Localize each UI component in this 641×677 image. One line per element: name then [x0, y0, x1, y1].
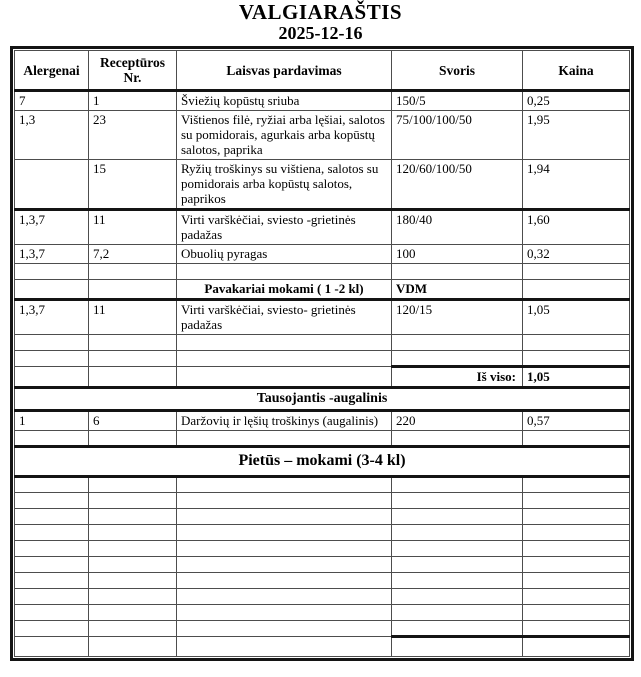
cell-kaina: [523, 493, 630, 509]
cell-pavadinimas: Vištienos filė, ryžiai arba lęšiai, salotos su pomidorais, agurkais arba kopūstų salotos, paprika: [177, 111, 392, 160]
table-row: [15, 210, 630, 245]
cell-recepturos-nr: [89, 525, 177, 541]
cell-recepturos-nr: [89, 351, 177, 367]
cell-recepturos-nr: 7,2: [89, 245, 177, 264]
cell-alergenai: 1: [15, 411, 89, 431]
cell-recepturos-nr: 6: [89, 411, 177, 431]
header-alergenai: Alergenai: [15, 51, 89, 91]
cell-alergenai: [15, 477, 89, 493]
cell-svoris: 120/60/100/50: [392, 160, 523, 210]
cell-pavadinimas: [177, 509, 392, 525]
cell-recepturos-nr: 23: [89, 111, 177, 160]
table-row: [15, 637, 630, 657]
cell-svoris: [392, 264, 523, 280]
cell-kaina: [523, 525, 630, 541]
cell-svoris: [392, 351, 523, 367]
cell-svoris: [392, 541, 523, 557]
cell-kaina: [523, 541, 630, 557]
cell-alergenai: [15, 525, 89, 541]
cell-svoris: [392, 477, 523, 493]
cell-alergenai: 1,3,7: [15, 300, 89, 335]
cell-kaina: [523, 509, 630, 525]
cell-pavadinimas: [177, 573, 392, 589]
cell-alergenai: [15, 509, 89, 525]
table-row: [15, 264, 630, 280]
cell-alergenai: [15, 605, 89, 621]
cell-recepturos-nr: [89, 541, 177, 557]
cell-recepturos-nr: [89, 335, 177, 351]
cell-pavadinimas: [177, 477, 392, 493]
cell-kaina: 0,32: [523, 245, 630, 264]
menu-table-frame: [10, 46, 634, 661]
table-row: [15, 111, 630, 160]
header-kaina: Kaina: [523, 51, 630, 91]
section-band-row: [15, 388, 630, 411]
table-row: [15, 477, 630, 493]
cell-kaina: 1,94: [523, 160, 630, 210]
cell-alergenai: [15, 264, 89, 280]
cell-svoris: 220: [392, 411, 523, 431]
cell-svoris: 120/15: [392, 300, 523, 335]
cell-kaina: [523, 477, 630, 493]
cell-svoris: VDM: [392, 280, 523, 300]
page-date: 2025-12-16: [278, 23, 363, 43]
cell-recepturos-nr: [89, 573, 177, 589]
cell-kaina: [523, 557, 630, 573]
table-row: [15, 431, 630, 447]
cell-alergenai: [15, 351, 89, 367]
cell-alergenai: [15, 335, 89, 351]
cell-recepturos-nr: 15: [89, 160, 177, 210]
cell-svoris: [392, 431, 523, 447]
cell-pavadinimas: [177, 493, 392, 509]
table-row: [15, 509, 630, 525]
cell-svoris: 180/40: [392, 210, 523, 245]
table-row: [15, 605, 630, 621]
cell-svoris: [392, 573, 523, 589]
cell-pavadinimas: Daržovių ir lęšių troškinys (augalinis): [177, 411, 392, 431]
table-row: [15, 573, 630, 589]
cell-svoris: [392, 335, 523, 351]
table-row: [15, 91, 630, 111]
cell-kaina: [523, 621, 630, 637]
subsection-title-cell: Pavakariai mokami ( 1 -2 kl): [177, 280, 392, 300]
table-row: [15, 367, 630, 388]
cell-pavadinimas: Virti varškėčiai, sviesto- grietinės padažas: [177, 300, 392, 335]
cell-pavadinimas: Obuolių pyragas: [177, 245, 392, 264]
cell-pavadinimas: [177, 605, 392, 621]
cell-pavadinimas: Ryžių troškinys su vištiena, salotos su pomidorais arba kopūstų salotos, paprikos: [177, 160, 392, 210]
cell-kaina: 0,57: [523, 411, 630, 431]
cell-alergenai: [15, 431, 89, 447]
section-title-cell: Pietūs – mokami (3-4 kl): [15, 447, 630, 477]
header-row: [15, 51, 630, 91]
cell-pavadinimas: [177, 557, 392, 573]
table-row: [15, 525, 630, 541]
cell-kaina: [523, 280, 630, 300]
cell-svoris: 75/100/100/50: [392, 111, 523, 160]
cell-pavadinimas: [177, 525, 392, 541]
cell-pavadinimas: Virti varškėčiai, sviesto -grietinės padažas: [177, 210, 392, 245]
cell-kaina: [523, 573, 630, 589]
cell-recepturos-nr: [89, 589, 177, 605]
cell-svoris: [392, 509, 523, 525]
total-value-cell: [523, 637, 630, 657]
cell-recepturos-nr: 1: [89, 91, 177, 111]
cell-recepturos-nr: [89, 367, 177, 388]
total-label-cell: Iš viso:: [392, 367, 523, 388]
cell-kaina: [523, 351, 630, 367]
cell-recepturos-nr: [89, 621, 177, 637]
cell-pavadinimas: [177, 541, 392, 557]
cell-recepturos-nr: [89, 637, 177, 657]
cell-kaina: 0,25: [523, 91, 630, 111]
header-recepturos-nr: Receptūros Nr.: [89, 51, 177, 91]
table-row: [15, 280, 630, 300]
cell-pavadinimas: [177, 621, 392, 637]
cell-svoris: 150/5: [392, 91, 523, 111]
cell-pavadinimas: [177, 335, 392, 351]
cell-recepturos-nr: 11: [89, 300, 177, 335]
header-pavadinimas: Laisvas pardavimas: [177, 51, 392, 91]
cell-svoris: [392, 525, 523, 541]
cell-pavadinimas: [177, 431, 392, 447]
total-value-cell: 1,05: [523, 367, 630, 388]
cell-recepturos-nr: [89, 493, 177, 509]
cell-alergenai: 1,3: [15, 111, 89, 160]
cell-svoris: [392, 493, 523, 509]
table-row: [15, 335, 630, 351]
cell-kaina: [523, 589, 630, 605]
table-row: [15, 160, 630, 210]
cell-alergenai: [15, 557, 89, 573]
cell-recepturos-nr: [89, 509, 177, 525]
cell-recepturos-nr: [89, 605, 177, 621]
cell-kaina: 1,05: [523, 300, 630, 335]
menu-table: [14, 50, 630, 657]
cell-pavadinimas: Šviežių kopūstų sriuba: [177, 91, 392, 111]
cell-kaina: [523, 605, 630, 621]
cell-pavadinimas: [177, 637, 392, 657]
cell-recepturos-nr: 11: [89, 210, 177, 245]
cell-recepturos-nr: [89, 264, 177, 280]
cell-alergenai: [15, 573, 89, 589]
cell-pavadinimas: [177, 367, 392, 388]
cell-pavadinimas: [177, 351, 392, 367]
cell-svoris: [392, 557, 523, 573]
cell-svoris: [392, 589, 523, 605]
cell-alergenai: [15, 493, 89, 509]
table-row: [15, 300, 630, 335]
cell-recepturos-nr: [89, 557, 177, 573]
cell-alergenai: 1,3,7: [15, 245, 89, 264]
total-label-cell: [392, 637, 523, 657]
cell-alergenai: [15, 637, 89, 657]
cell-pavadinimas: [177, 264, 392, 280]
cell-alergenai: [15, 621, 89, 637]
cell-alergenai: [15, 280, 89, 300]
cell-kaina: 1,95: [523, 111, 630, 160]
cell-alergenai: 7: [15, 91, 89, 111]
table-row: [15, 493, 630, 509]
cell-alergenai: 1,3,7: [15, 210, 89, 245]
cell-kaina: [523, 431, 630, 447]
cell-pavadinimas: [177, 589, 392, 605]
cell-recepturos-nr: [89, 477, 177, 493]
section-title-cell: Tausojantis -augalinis: [15, 388, 630, 411]
header-svoris: Svoris: [392, 51, 523, 91]
table-row: [15, 541, 630, 557]
cell-svoris: [392, 605, 523, 621]
table-row: [15, 589, 630, 605]
cell-svoris: [392, 621, 523, 637]
cell-kaina: [523, 335, 630, 351]
table-row: [15, 245, 630, 264]
table-header: [15, 51, 630, 91]
cell-kaina: 1,60: [523, 210, 630, 245]
cell-recepturos-nr: [89, 431, 177, 447]
section-band-row: [15, 447, 630, 477]
page-title: VALGIARAŠTIS: [238, 0, 403, 24]
table-row: [15, 351, 630, 367]
cell-recepturos-nr: [89, 280, 177, 300]
cell-svoris: 100: [392, 245, 523, 264]
table-row: [15, 621, 630, 637]
cell-alergenai: [15, 541, 89, 557]
cell-alergenai: [15, 367, 89, 388]
cell-alergenai: [15, 160, 89, 210]
cell-alergenai: [15, 589, 89, 605]
table-row: [15, 557, 630, 573]
cell-kaina: [523, 264, 630, 280]
table-row: [15, 411, 630, 431]
menu-table-body: [15, 91, 630, 657]
